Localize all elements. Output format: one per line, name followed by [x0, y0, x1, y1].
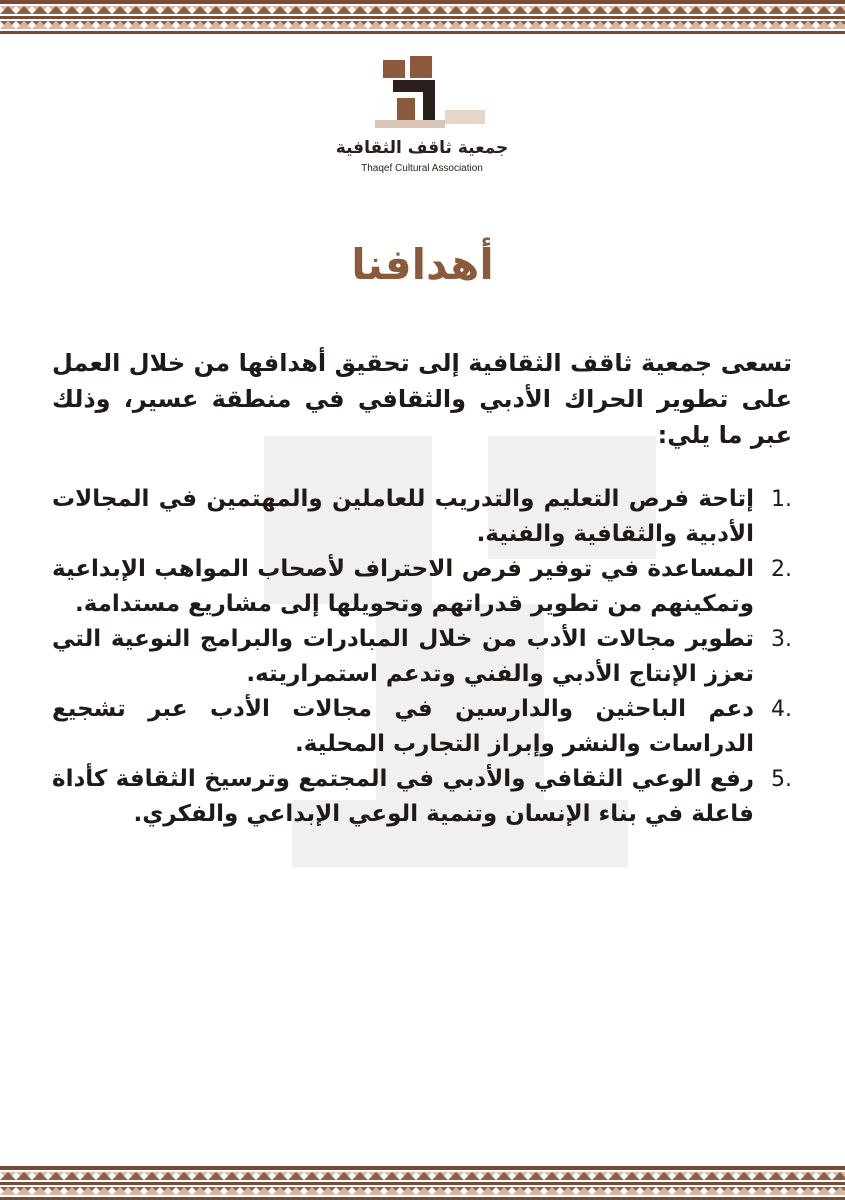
item-text: رفع الوعي الثقافي والأدبي في المجتمع وترسيخ الثقافة كأداة فاعلة في بناء الإنسان وتنمية الوعي الإبداعي والفكري. [52, 766, 754, 827]
page-title: أهدافنا [351, 240, 494, 289]
list-item [52, 762, 792, 832]
goals-list [52, 482, 792, 832]
intro-paragraph: تسعى جمعية ثاقف الثقافية إلى تحقيق أهدافها من خلال العمل على تطوير الحراك الأدبي والثقافي في منطقة عسير، وذلك عبر ما يلي: [52, 349, 792, 449]
item-number: 3. [771, 627, 792, 652]
item-text: إتاحة فرص التعليم والتدريب للعاملين والمهتمين في المجالات الأدبية والثقافية والفنية. [52, 486, 754, 547]
bottom-pattern-border [0, 1166, 845, 1200]
item-number: 1. [771, 487, 792, 512]
logo-english-name: Thaqef Cultural Association [361, 163, 483, 174]
list-item [52, 552, 792, 622]
item-number: 4. [771, 697, 792, 722]
item-text: دعم الباحثين والدارسين في مجالات الأدب عبر تشجيع الدراسات والنشر وإبراز التجارب المحلية. [52, 696, 754, 757]
item-number: 2. [771, 557, 792, 582]
item-text: المساعدة في توفير فرص الاحتراف لأصحاب المواهب الإبداعية وتمكينهم من تطوير قدراتهم وتحويلها إلى مشاريع مستدامة. [52, 556, 754, 617]
logo-arabic-name: جمعية ثاقف الثقافية [335, 138, 509, 158]
top-pattern-border [0, 0, 845, 34]
thaqef-logo-icon [335, 50, 520, 180]
item-number: 5. [771, 767, 792, 792]
item-text: تطوير مجالات الأدب من خلال المبادرات والبرامج النوعية التي تعزز الإنتاج الأدبي والفني وتدعم استمراريته. [52, 626, 754, 687]
list-item [52, 482, 792, 552]
list-item [52, 622, 792, 692]
list-item [52, 692, 792, 762]
